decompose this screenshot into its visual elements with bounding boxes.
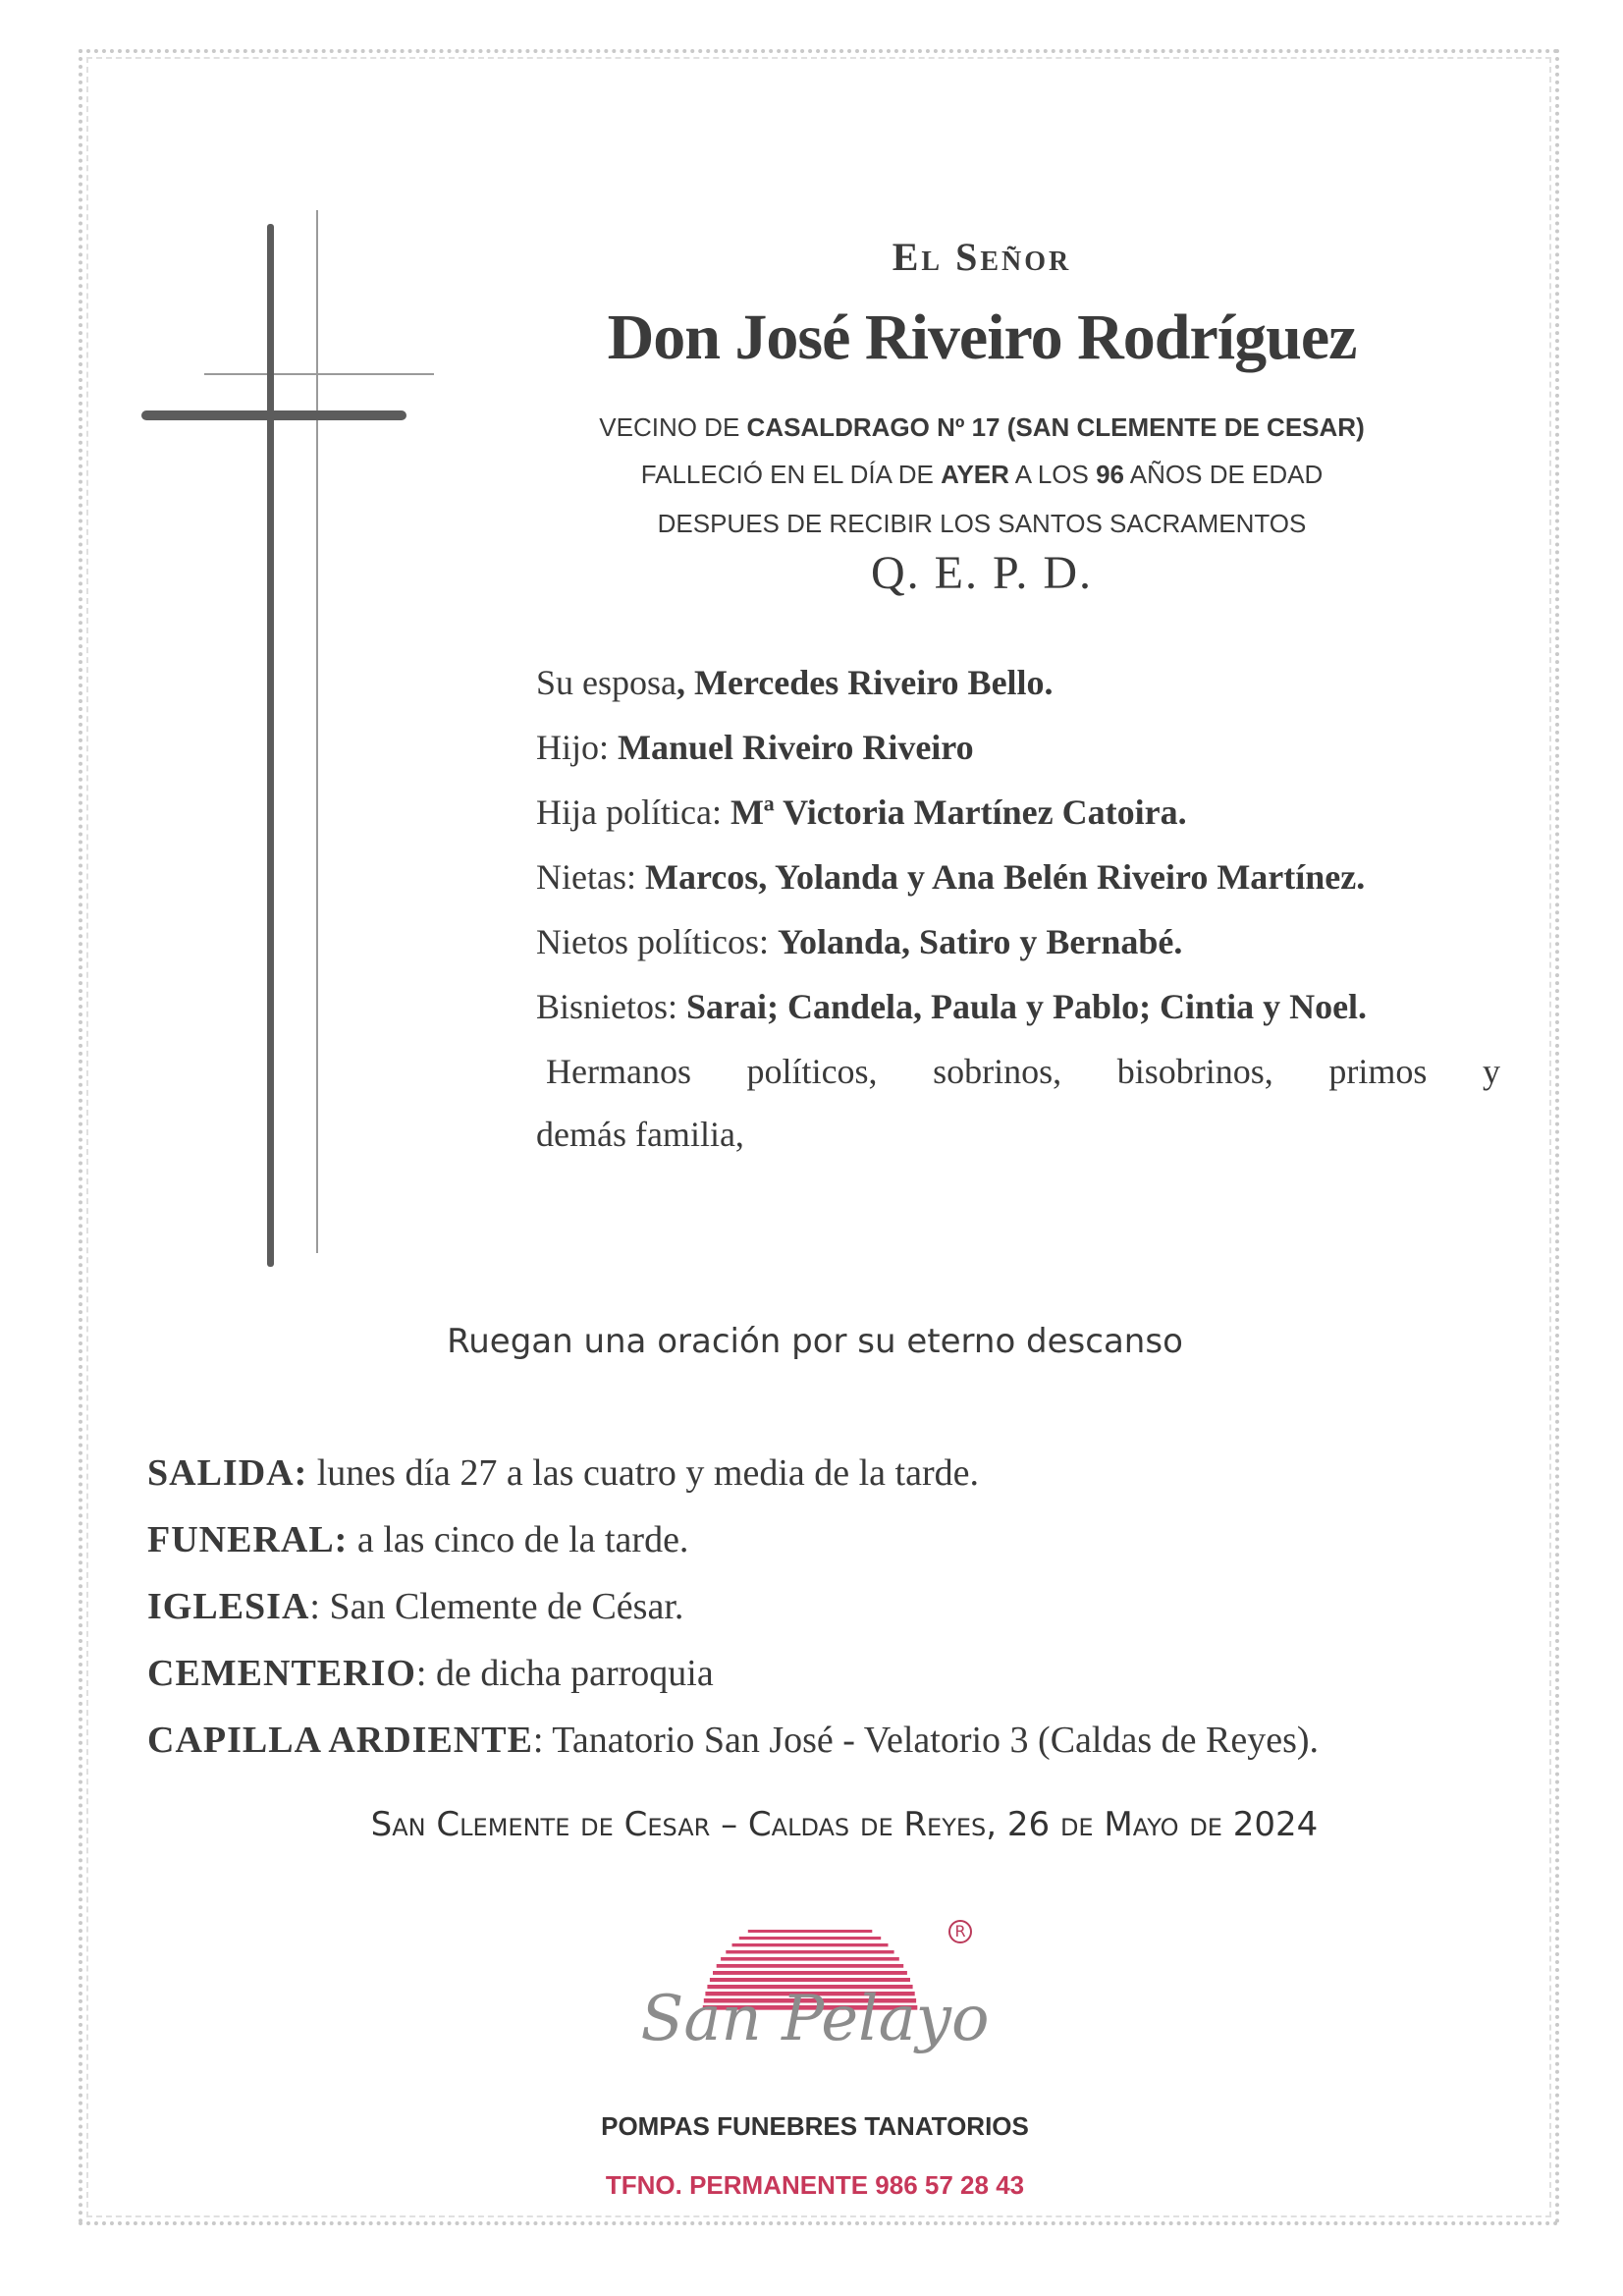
cementerio-label: CEMENTERIO — [147, 1653, 416, 1694]
detail-capilla — [147, 1719, 1319, 1762]
logo-stripe — [713, 1971, 907, 1975]
place-and-date: San Clemente de Cesar – Caldas de Reyes, 26 de Mayo de 2024 — [370, 1805, 1319, 1844]
cross-thin-vertical — [316, 210, 318, 1253]
capilla-value: : Tanatorio San José - Velatorio 3 (Caldas de Reyes). — [532, 1720, 1320, 1761]
grandchildren-in-law-names: Yolanda, Satiro y Bernabé. — [778, 922, 1183, 961]
family-spouse — [536, 662, 1054, 703]
daughter-in-law-label: Hija política: — [536, 793, 730, 832]
cross-main-horizontal — [141, 410, 406, 420]
iglesia-value: : San Clemente de César. — [309, 1586, 684, 1627]
salida-value: lunes día 27 a las cuatro y media de la tarde. — [307, 1452, 979, 1494]
logo-stripe — [748, 1930, 873, 1933]
logo-stripe — [710, 1978, 910, 1982]
son-name: Manuel Riveiro Riveiro — [618, 728, 974, 767]
logo-stripe — [721, 1957, 899, 1961]
death-text-c: A LOS — [1008, 460, 1097, 489]
phone-number: TFNO. PERMANENTE 986 57 28 43 — [605, 2170, 1025, 2200]
cross-main-vertical — [267, 224, 274, 1267]
family-grandchildren-in-law — [536, 921, 1182, 962]
death-text-e: AÑOS DE EDAD — [1124, 460, 1324, 489]
cementerio-value: : de dicha parroquia — [415, 1653, 714, 1694]
family-great-grandchildren — [536, 986, 1367, 1027]
logo-stripe — [717, 1964, 904, 1968]
detail-cementerio — [147, 1652, 714, 1695]
logo-stripe — [726, 1950, 893, 1953]
granddaughters-names: Marcos, Yolanda y Ana Belén Riveiro Martínez. — [644, 857, 1366, 897]
san-pelayo-logo — [638, 1920, 992, 2116]
death-line — [530, 460, 1434, 490]
decorative-border — [79, 49, 1559, 2225]
registered-mark-icon: R — [948, 1920, 972, 1943]
logo-wordmark: San Pelayo — [640, 1983, 990, 2055]
salida-label: SALIDA: — [147, 1452, 308, 1494]
spouse-label: Su esposa — [536, 663, 676, 702]
capilla-label: CAPILLA ARDIENTE — [147, 1720, 533, 1761]
family-others-line1: Hermanos políticos, sobrinos, bisobrinos, primos y — [546, 1052, 1500, 1091]
great-grandchildren-names: Sarai; Candela, Paula y Pablo; Cintia y Noel. — [686, 987, 1368, 1026]
great-grandchildren-label: Bisnietos: — [536, 987, 687, 1026]
death-age: 96 — [1096, 460, 1125, 489]
funeral-value: a las cinco de la tarde. — [348, 1519, 689, 1560]
family-son — [536, 727, 974, 768]
iglesia-label: IGLESIA — [147, 1586, 310, 1627]
detail-salida — [147, 1451, 979, 1495]
prayer-request: Ruegan una oración por su eterno descanso — [447, 1322, 1183, 1361]
residence-label: VECINO DE — [599, 412, 747, 442]
son-label: Hijo: — [536, 728, 619, 767]
granddaughters-label: Nietas: — [536, 857, 645, 897]
residence-line — [530, 412, 1434, 443]
grandchildren-in-law-label: Nietos políticos: — [536, 922, 778, 961]
sacraments-line: DESPUES DE RECIBIR LOS SANTOS SACRAMENTOS — [657, 509, 1307, 538]
death-day: AYER — [941, 460, 1009, 489]
funeral-label: FUNERAL: — [147, 1519, 349, 1560]
daughter-in-law-name: Mª Victoria Martínez Catoira. — [730, 793, 1187, 832]
logo-stripe — [732, 1943, 889, 1946]
family-daughter-in-law — [536, 792, 1187, 833]
qepd: Q. E. P. D. — [870, 547, 1094, 599]
detail-iglesia — [147, 1585, 683, 1628]
spouse-name: , Mercedes Riveiro Bello. — [676, 663, 1054, 702]
residence-value: CASALDRAGO Nº 17 (SAN CLEMENTE DE CESAR) — [746, 412, 1365, 442]
family-others-line2: demás familia, — [536, 1115, 744, 1154]
company-name: POMPAS FUNEBRES TANATORIOS — [601, 2111, 1029, 2141]
cross-thin-horizontal — [204, 373, 434, 375]
death-text-a: FALLECIÓ EN EL DÍA DE — [640, 460, 942, 489]
title-prefix: El Señor — [892, 235, 1072, 279]
family-granddaughters — [536, 856, 1365, 898]
deceased-name: Don José Riveiro Rodríguez — [607, 301, 1357, 373]
detail-funeral — [147, 1518, 688, 1561]
logo-stripe — [739, 1937, 881, 1940]
